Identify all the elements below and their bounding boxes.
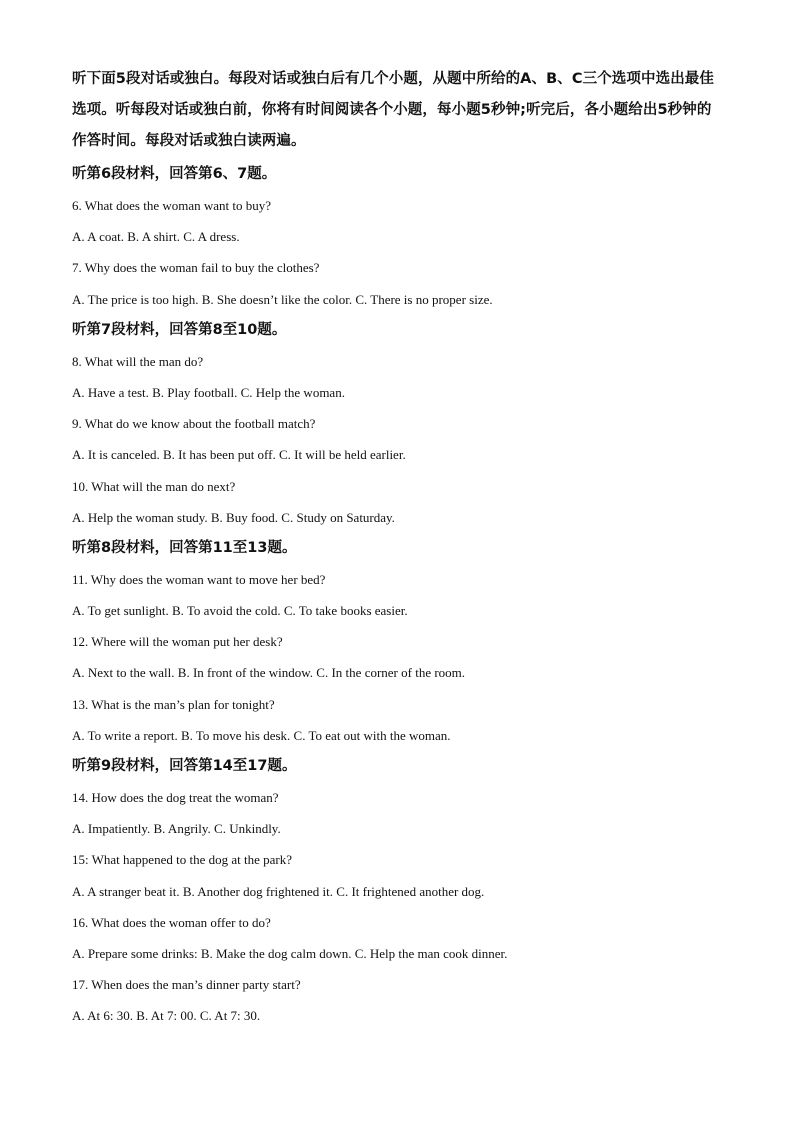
answer-options: A. The price is too high. B. She doesn’t like the color. C. There is no proper size.	[72, 291, 493, 307]
section-heading: 听第8段材料，回答第11至13题。	[72, 539, 297, 556]
question-text: 13. What is the man’s plan for tonight?	[72, 696, 275, 712]
question-text: 9. What do we know about the football match?	[72, 416, 316, 432]
section-instructions: 听下面5段对话或独白。每段对话或独白后有几个小题，从题中所给的A、B、C三个选项中选出最佳选项。听每段对话或独白前，你将有时间阅读各个小题，每小题5秒钟;听完后，各小题给出5秒钟的作答时间。每段对话或独白读两遍。	[72, 71, 715, 149]
question-text: 10. What will the man do next?	[72, 478, 236, 494]
answer-options: A. A coat. B. A shirt. C. A dress.	[72, 229, 240, 245]
question-text: 7. Why does the woman fail to buy the clothes?	[72, 260, 320, 276]
answer-options: A. Help the woman study. B. Buy food. C. Study on Saturday.	[72, 509, 395, 525]
question-text: 17. When does the man’s dinner party start?	[72, 977, 301, 993]
section-material-8	[72, 533, 722, 751]
answer-options: A. To get sunlight. B. To avoid the cold. C. To take books easier.	[72, 603, 408, 619]
question-text: 14. How does the dog treat the woman?	[72, 790, 279, 805]
answer-options: A. To write a report. B. To move his desk. C. To eat out with the woman.	[72, 727, 451, 743]
question-text: 12. Where will the woman put her desk?	[72, 634, 283, 650]
question-text: 11. Why does the woman want to move her bed?	[72, 571, 326, 587]
question-text: 8. What will the man do?	[72, 353, 204, 369]
section-material-9	[72, 751, 722, 1032]
answer-options: A. Prepare some drinks: B. Make the dog calm down. C. Help the man cook dinner.	[72, 945, 508, 961]
answer-options: A. A stranger beat it. B. Another dog frightened it. C. It frightened another dog.	[72, 883, 485, 899]
section-heading: 听第9段材料，回答第14至17题。	[72, 758, 297, 774]
section-material-6	[72, 159, 722, 315]
question-text: 15: What happened to the dog at the park?	[72, 852, 292, 868]
answer-options: A. Next to the wall. B. In front of the window. C. In the corner of the room.	[72, 665, 466, 681]
exam-page	[72, 64, 722, 1032]
section-material-7	[72, 315, 722, 533]
answer-options: A. At 6: 30. B. At 7: 00. C. At 7: 30.	[72, 1008, 261, 1024]
question-text: 6. What does the woman want to buy?	[72, 198, 272, 213]
answer-options: A. Impatiently. B. Angrily. C. Unkindly.	[72, 821, 281, 837]
section-heading: 听第7段材料，回答第8至10题。	[72, 321, 287, 338]
question-text: 16. What does the woman offer to do?	[72, 914, 271, 930]
answer-options: A. Have a test. B. Play football. C. Help the woman.	[72, 384, 345, 400]
answer-options: A. It is canceled. B. It has been put off. C. It will be held earlier.	[72, 447, 406, 463]
section-heading: 听第6段材料，回答第6、7题。	[72, 166, 277, 182]
